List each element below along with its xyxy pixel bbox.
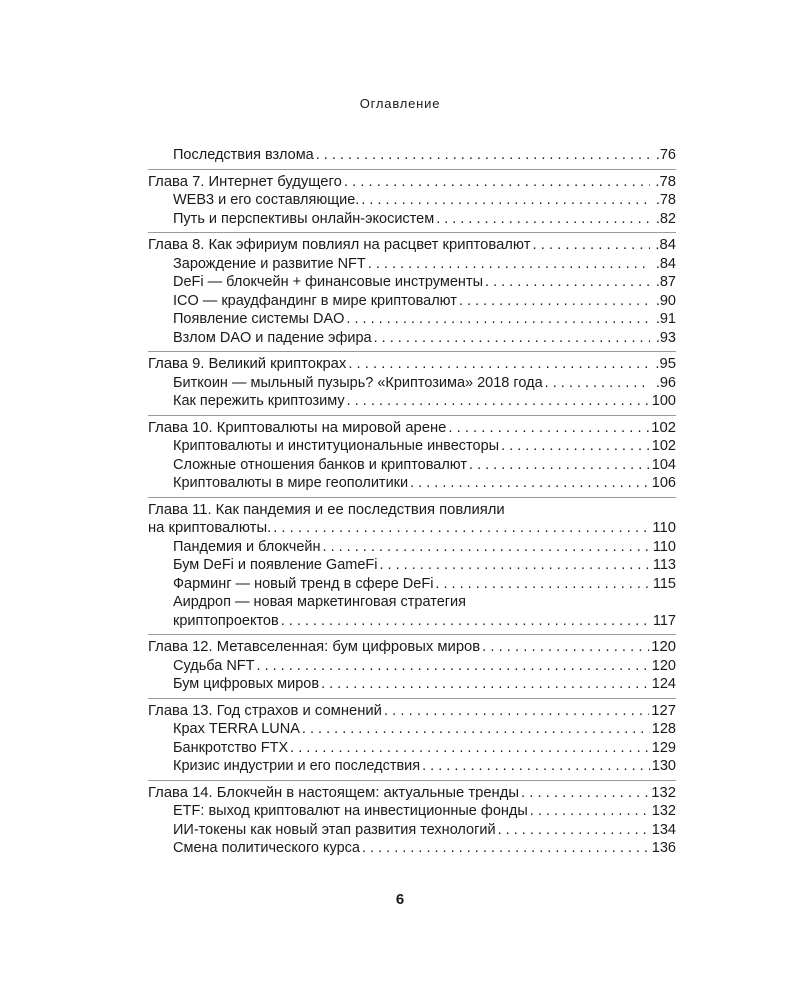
chapter-title: Глава 7. Интернет будущего [148,173,342,190]
section-page: 129 [651,739,676,756]
section-title: Пандемия и блокчейн [173,538,321,555]
toc-section [148,802,676,821]
toc-section [148,292,676,311]
section-title: Сложные отношения банков и криптовалют [173,456,468,473]
section-title-line: Аирдроп — новая маркетинговая стратегия [173,594,466,610]
dot-leader [532,236,650,255]
section-page: 128 [651,721,676,737]
toc-group [148,255,676,348]
section-title: Биткоин — мыльный пузырь? «Криптозима» 2018 года [173,374,543,391]
section-title: DeFi — блокчейн + финансовые инструменты [173,274,484,290]
toc-section [148,374,676,393]
section-title: Последствия взлома [173,147,314,163]
toc-group [148,802,676,858]
toc-section [148,612,676,631]
dot-leader [346,310,650,329]
chapter-page: 110 [652,520,676,536]
section-page: .78 [655,192,676,208]
section-page: .76 [655,147,676,163]
section-page: 113 [652,557,676,573]
toc-section [148,739,676,758]
dot-leader [384,702,649,721]
chapter-title: Глава 14. Блокчейн в настоящем: актуальные тренды [148,784,519,801]
section-title: Зарождение и развитие NFT [173,255,366,272]
toc-section [148,437,676,456]
section-title: криптопроектов [173,612,279,629]
toc-group [148,374,676,411]
toc-group [148,191,676,228]
section-page: .96 [655,374,676,391]
toc-section [148,720,676,739]
toc-section [148,556,676,575]
chapter-title: Глава 13. Год страхов и сомнений [148,702,382,719]
section-title: WEB3 и его составляющие. [173,192,360,208]
section-title: Смена политического курса [173,840,360,856]
dot-leader [344,173,650,192]
section-page: .82 [655,210,676,227]
toc-chapter-8 [148,236,676,255]
dot-leader [348,355,650,374]
toc-chapter-9 [148,355,676,374]
toc-group [148,146,676,165]
toc-section [148,210,676,229]
toc-section [148,456,676,475]
divider [148,351,676,352]
toc-chapter-12 [148,638,676,657]
section-title: Взлом DAO и падение эфира [173,329,372,346]
section-page: 102 [651,438,676,454]
chapter-page: 102 [651,419,676,436]
section-title: Путь и перспективы онлайн-экосистем [173,210,435,227]
toc-section [148,657,676,676]
dot-leader [368,255,650,274]
section-page: 120 [651,657,676,674]
section-title: Банкротство FTX [173,739,289,756]
dot-leader [498,821,650,840]
toc-section [148,474,676,493]
toc-section [148,146,676,165]
section-page: .91 [655,311,676,327]
dot-leader [530,802,650,821]
dot-leader [459,292,650,311]
toc-section [148,329,676,348]
section-page: 124 [651,676,676,692]
dot-leader [257,657,650,676]
dot-leader [469,456,650,475]
section-page: 134 [651,821,676,838]
section-title: Как пережить криптозиму [173,393,345,409]
toc-chapter-11 [148,519,676,538]
table-of-contents [148,146,676,858]
dot-leader [545,374,650,393]
section-title: ИИ-токены как новый этап развития технологий [173,821,496,838]
section-page: 115 [652,575,676,592]
section-title: Судьба NFT [173,657,255,674]
divider [148,415,676,416]
running-header: Оглавление [359,96,441,111]
toc-chapter-10 [148,419,676,438]
dot-leader [485,273,650,292]
chapter-page: .84 [655,237,676,253]
page-number: 6 [395,891,405,908]
toc-section [148,575,676,594]
chapter-title: Глава 9. Великий криптокрах [148,356,347,372]
toc-section [148,191,676,210]
dot-leader [448,419,649,438]
section-title: Криптовалюты и институциональные инвесторы [173,438,500,454]
section-page: .87 [655,274,676,290]
section-title: Появление системы DAO [173,311,345,327]
toc-section [148,839,676,858]
section-title: ICO — краудфандинг в мире криптовалют [173,292,457,309]
section-page: .90 [655,292,676,309]
divider [148,698,676,699]
dot-leader [321,675,650,694]
dot-leader [501,437,650,456]
dot-leader [347,392,650,411]
chapter-title: Глава 8. Как эфириум повлиял на расцвет криптовалют [148,237,531,253]
section-page: 132 [651,803,676,819]
chapter-title-line: Глава 11. Как пандемия и ее последствия повлияли [148,501,505,518]
section-page: 104 [651,456,676,473]
chapter-page: 127 [651,702,676,719]
dot-leader [379,556,650,575]
section-page: 136 [651,840,676,856]
section-page: .93 [655,329,676,346]
dot-leader [361,191,650,210]
toc-section [148,821,676,840]
divider [148,169,676,170]
chapter-title: Глава 12. Метавселенная: бум цифровых миров [148,639,481,655]
dot-leader [316,146,650,165]
section-page: 130 [651,758,676,774]
toc-chapter-13 [148,702,676,721]
section-title: Бум цифровых миров [173,676,320,692]
dot-leader [362,839,650,858]
toc-section [148,310,676,329]
section-page: 100 [651,393,676,409]
section-page: 106 [651,475,676,491]
dot-leader [290,739,650,758]
dot-leader [374,329,650,348]
toc-section [148,757,676,776]
toc-section [148,392,676,411]
section-title: Крах TERRA LUNA [173,721,300,737]
chapter-title: Глава 10. Криптовалюты на мировой арене [148,419,447,436]
toc-section [148,538,676,557]
toc-group [148,538,676,594]
dot-leader [273,519,650,538]
toc-chapter-14 [148,784,676,803]
dot-leader [422,757,650,776]
section-page: 110 [652,538,676,555]
dot-leader [482,638,649,657]
section-title: Кризис индустрии и его последствия [173,758,421,774]
chapter-page: .95 [655,356,676,372]
section-title: Криптовалюты в мире геополитики [173,475,409,491]
divider [148,232,676,233]
dot-leader [521,784,649,803]
section-page: 117 [652,612,676,629]
toc-chapter-7 [148,173,676,192]
divider [148,634,676,635]
divider [148,497,676,498]
chapter-page: 120 [651,639,676,655]
toc-group [148,720,676,776]
dot-leader [323,538,650,557]
section-title: Фарминг — новый тренд в сфере DeFi [173,575,434,592]
chapter-page: .78 [655,173,676,190]
chapter-page: 132 [651,784,676,801]
dot-leader [302,720,650,739]
toc-section [148,675,676,694]
dot-leader [436,210,650,229]
dot-leader [435,575,650,594]
toc-section [148,273,676,292]
section-title: ETF: выход криптовалют на инвестиционные фонды [173,803,528,819]
toc-section [148,255,676,274]
dot-leader [281,612,650,631]
divider [148,780,676,781]
dot-leader [410,474,650,493]
toc-group [148,437,676,493]
section-page: .84 [655,255,676,272]
chapter-title: на криптовалюты. [148,520,272,536]
toc-group [148,657,676,694]
section-title: Бум DeFi и появление GameFi [173,557,378,573]
